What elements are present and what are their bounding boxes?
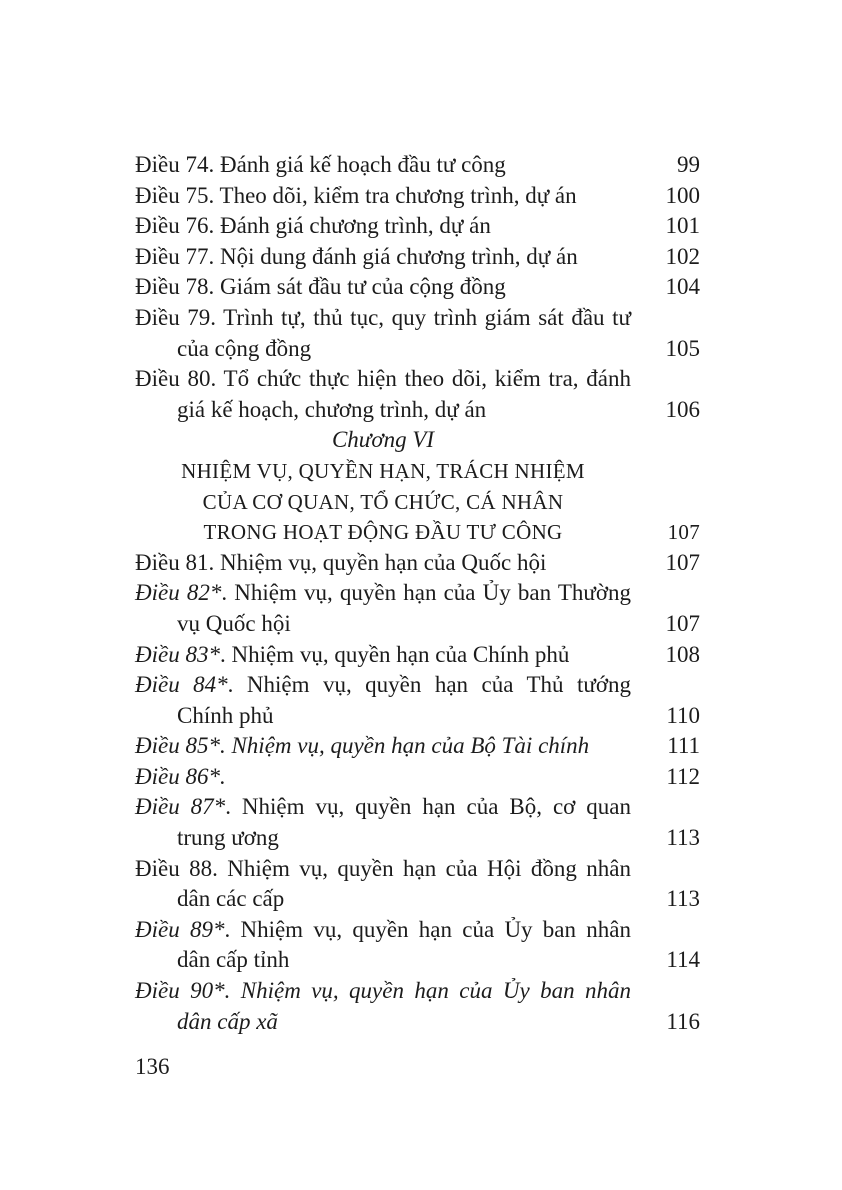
toc-row-text [135, 303, 631, 334]
toc-entry-text: . Nhiệm vụ, quyền hạn của Ủy ban nhân [224, 916, 631, 942]
toc-entry-text: Điều 85*. Nhiệm vụ, quyền hạn của Bộ Tài chính [135, 733, 590, 759]
toc-row-text [135, 517, 631, 548]
toc-row [135, 395, 700, 426]
toc-row-text [135, 609, 631, 640]
toc-page-number: 114 [666, 947, 700, 973]
toc-entry-text: TRONG HOẠT ĐỘNG ĐẦU TƯ CÔNG [203, 520, 563, 545]
toc-entry-text: dân các cấp [177, 886, 285, 912]
toc-row [135, 915, 700, 946]
toc-row-text [135, 578, 631, 609]
toc-entry-text: Điều 78. Giám sát đầu tư của cộng đồng [135, 274, 506, 300]
toc-entry-text: . Nhiệm vụ, quyền hạn của Chính phủ [219, 641, 570, 667]
toc-page-number: 112 [666, 763, 700, 789]
toc-row [135, 303, 700, 334]
toc-entry-text: . Nhiệm vụ, quyền hạn của Ủy ban Thường [221, 580, 631, 606]
toc-row [135, 854, 700, 885]
toc-entry-text: Điều 81. Nhiệm vụ, quyền hạn của Quốc hội [135, 549, 547, 575]
toc-page-number: 105 [665, 335, 700, 361]
toc-page-number: 113 [666, 825, 700, 851]
toc-entry-text: Điều 79. Trình tự, thủ tục, quy trình giám sát đầu tư [135, 304, 631, 330]
toc-row-text [135, 395, 631, 426]
toc-row-text [135, 211, 631, 242]
toc-row-text [135, 487, 631, 518]
toc-list [135, 150, 700, 1037]
toc-row [135, 487, 700, 518]
toc-row-text [135, 945, 631, 976]
toc-row [135, 823, 700, 854]
toc-row-text [135, 731, 631, 762]
toc-row-text [135, 272, 631, 303]
toc-row [135, 945, 700, 976]
toc-row-text [135, 915, 631, 946]
toc-entry-text: Điều 86*. [135, 763, 226, 789]
toc-entry-text: dân cấp xã [177, 1008, 278, 1034]
footer-page-number: 136 [135, 1054, 170, 1079]
toc-row-text [135, 884, 631, 915]
toc-entry-text: giá kế hoạch, chương trình, dự án [177, 396, 487, 422]
toc-row-text [135, 762, 631, 793]
toc-row [135, 456, 700, 487]
toc-entry-prefix: Điều 82* [135, 580, 222, 606]
toc-row [135, 578, 700, 609]
toc-page-number: 99 [677, 152, 700, 177]
toc-entry-text: Điều 75. Theo dõi, kiểm tra chương trình, dự án [135, 182, 577, 208]
toc-entry-text: Điều 80. Tổ chức thực hiện theo dõi, kiểm tra, đánh [135, 366, 631, 392]
toc-page-number: 102 [665, 243, 700, 269]
toc-row-text [135, 854, 631, 885]
toc-row [135, 609, 700, 640]
toc-entry-text: của cộng đồng [177, 335, 312, 361]
toc-page-number: 107 [665, 549, 700, 575]
toc-entry-text: CỦA CƠ QUAN, TỔ CHỨC, CÁ NHÂN [202, 489, 564, 514]
toc-row [135, 1007, 700, 1038]
toc-row [135, 181, 700, 212]
toc-page-number: 107 [665, 610, 700, 636]
toc-row [135, 640, 700, 671]
toc-row [135, 762, 700, 793]
toc-entry-text: trung ương [177, 825, 279, 851]
toc-row [135, 792, 700, 823]
toc-entry-text: . Nhiệm vụ, quyền hạn của Bộ, cơ quan [225, 794, 631, 820]
toc-page-number: 106 [665, 396, 700, 422]
toc-entry-text: Chính phủ [177, 702, 274, 728]
toc-row [135, 701, 700, 732]
toc-row-text [135, 334, 631, 365]
toc-entry-text: Điều 77. Nội dung đánh giá chương trình, dự án [135, 243, 578, 269]
toc-entry-prefix: Điều 83* [135, 641, 220, 667]
toc-row-text [135, 364, 631, 395]
toc-row [135, 334, 700, 365]
toc-entry-text: NHIỆM VỤ, QUYỀN HẠN, TRÁCH NHIỆM [181, 458, 585, 483]
toc-page-number: 116 [666, 1008, 700, 1034]
toc-row-text [135, 425, 631, 456]
toc-row [135, 364, 700, 395]
toc-page-number: 110 [666, 702, 700, 728]
toc-row [135, 425, 700, 456]
toc-row [135, 670, 700, 701]
toc-row-text [135, 548, 631, 579]
toc-entry-text: Điều 88. Nhiệm vụ, quyền hạn của Hội đồng nhân [135, 855, 631, 881]
toc-page-number: 108 [665, 641, 700, 667]
toc-row-text [135, 181, 631, 212]
toc-row [135, 976, 700, 1007]
toc-row-text [135, 1007, 631, 1038]
toc-page-number: 111 [667, 733, 700, 759]
toc-row [135, 884, 700, 915]
toc-entry-text: dân cấp tỉnh [177, 947, 290, 973]
toc-entry-prefix: Điều 89* [135, 916, 225, 942]
toc-row-text [135, 701, 631, 732]
toc-row-text [135, 456, 631, 487]
toc-page-number: 104 [665, 274, 700, 300]
toc-entry-text: Điều 90*. Nhiệm vụ, quyền hạn của Ủy ban nhân [135, 978, 631, 1004]
toc-row-text [135, 670, 631, 701]
toc-row-text [135, 976, 631, 1007]
toc-page-number: 107 [667, 520, 700, 545]
toc-entry-prefix: Điều 84* [135, 672, 228, 698]
toc-row-text [135, 640, 631, 671]
toc-row [135, 517, 700, 548]
toc-entry-text: vụ Quốc hội [177, 610, 291, 636]
toc-row-text [135, 792, 631, 823]
toc-entry-text: Điều 74. Đánh giá kế hoạch đầu tư công [135, 152, 506, 177]
toc-row [135, 731, 700, 762]
toc-row [135, 548, 700, 579]
toc-entry-text: Chương VI [331, 427, 435, 453]
toc-entry-text: Điều 76. Đánh giá chương trình, dự án [135, 213, 491, 239]
toc-row [135, 211, 700, 242]
toc-entry-text: . Nhiệm vụ, quyền hạn của Thủ tướng [227, 672, 631, 698]
toc-row [135, 242, 700, 273]
toc-row-text [135, 823, 631, 854]
toc-row-text [135, 150, 631, 181]
toc-entry-prefix: Điều 87* [135, 794, 226, 820]
toc-page-number: 101 [665, 213, 700, 239]
toc-row [135, 272, 700, 303]
toc-row [135, 150, 700, 181]
toc-page-number: 113 [666, 886, 700, 912]
toc-row-text [135, 242, 631, 273]
toc-page-number: 100 [665, 182, 700, 208]
